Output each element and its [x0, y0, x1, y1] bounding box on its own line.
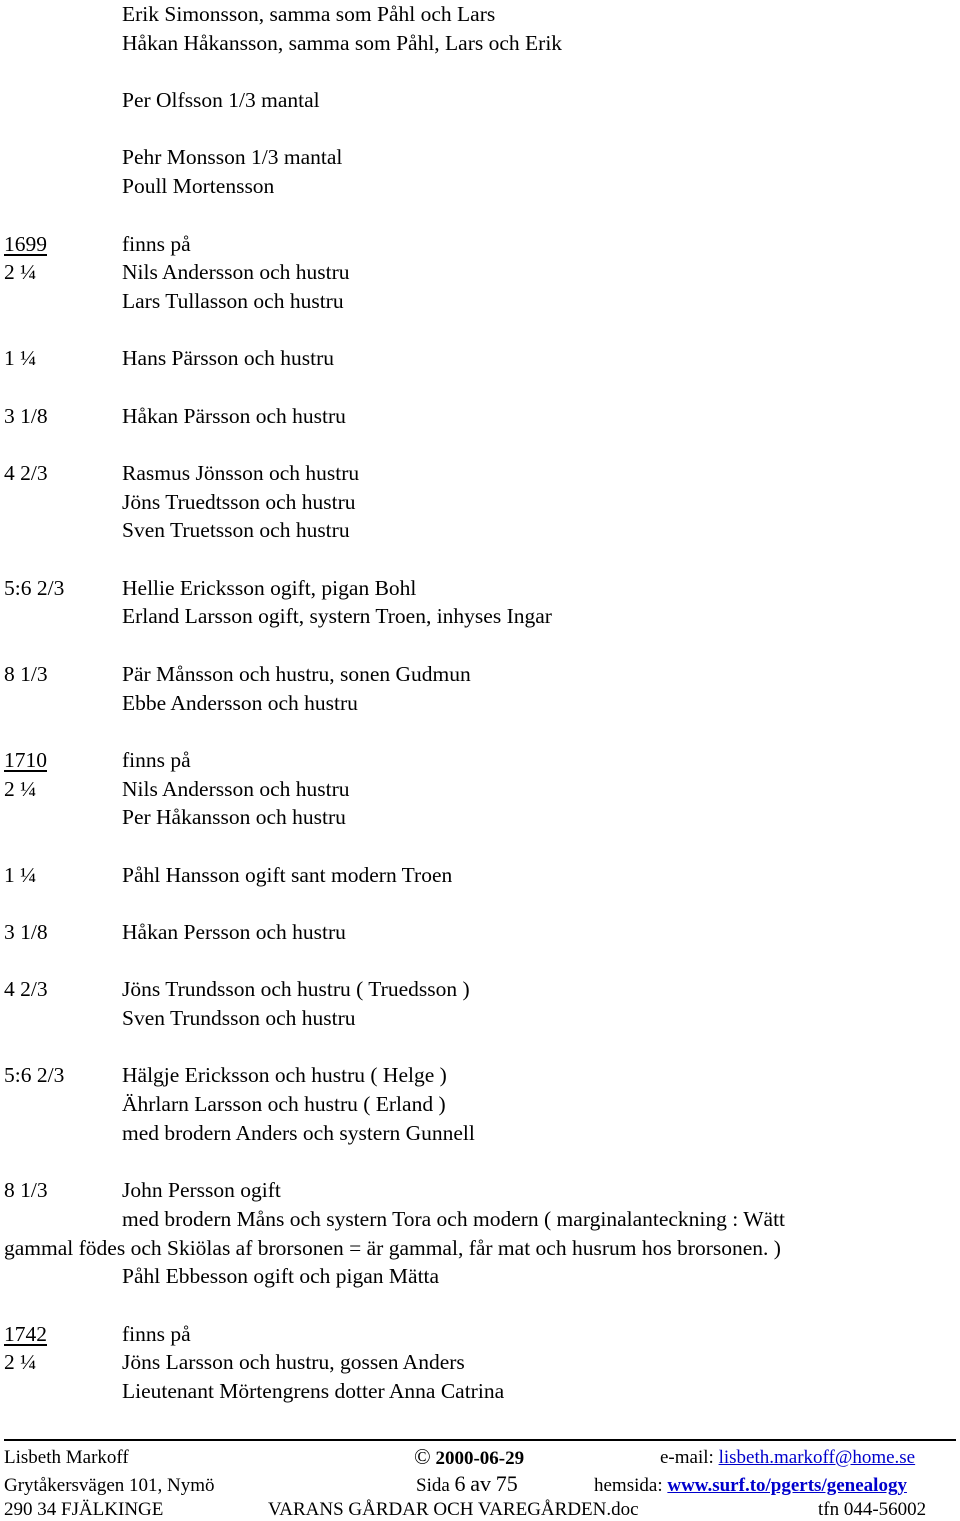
document-line [0, 115, 960, 144]
entry-text: med brodern Anders och systern Gunnell [122, 1120, 475, 1145]
entry-text: Håkan Persson och hustru [122, 920, 346, 944]
entry-text: finns på [122, 231, 191, 256]
year-heading: 1699 [4, 231, 47, 256]
document-line [0, 918, 960, 947]
entry-text: Lars Tullasson och hustru [122, 288, 344, 313]
document-line [0, 631, 960, 660]
document-line [0, 889, 960, 918]
page-total: 75 [495, 1471, 518, 1496]
document-line [0, 430, 960, 459]
entry-text: Pehr Monsson 1/3 mantal [122, 145, 343, 170]
document-line [0, 344, 960, 373]
document-line [0, 230, 960, 259]
document-line [0, 316, 960, 345]
footer-phone: tfn 044-56002 [818, 1499, 927, 1520]
mantal-label: 4 2/3 [4, 977, 48, 1002]
footer-filename: VARANS GÅRDAR OCH VAREGÅRDEN.doc [268, 1499, 639, 1520]
copyright-icon: © [414, 1444, 431, 1469]
document-line [0, 1377, 960, 1406]
footer-postal: 290 34 FJÄLKINGE [4, 1499, 164, 1520]
entry-text: Jöns Truedtsson och hustru [122, 489, 356, 514]
year-heading: 1742 [4, 1321, 47, 1346]
document-line [0, 143, 960, 172]
entry-text: Rasmus Jönsson och hustru [122, 461, 360, 485]
entry-text: med brodern Måns och systern Tora och modern ( marginalanteckning : Wätt [122, 1206, 786, 1231]
entry-text: John Persson ogift [122, 1178, 281, 1203]
document-line [0, 402, 960, 431]
homepage-link[interactable]: www.surf.to/pgerts/genealogy [667, 1475, 907, 1496]
mantal-label: 1 ¼ [4, 346, 37, 371]
document-line [0, 1090, 960, 1119]
document-line [0, 689, 960, 718]
entry-text: Ährlarn Larsson och hustru ( Erland ) [122, 1092, 446, 1117]
entry-text: Ebbe Andersson och hustru [122, 690, 358, 715]
page-of: av [470, 1471, 492, 1496]
entry-text: Nils Andersson och hustru [122, 260, 350, 285]
entry-text: Hans Pärsson och hustru [122, 346, 334, 371]
page-current: 6 [454, 1471, 466, 1496]
document-line [0, 602, 960, 631]
document-line [0, 775, 960, 804]
document-line [0, 1148, 960, 1177]
mantal-label: 8 1/3 [4, 1178, 48, 1203]
mantal-label: 4 2/3 [4, 461, 48, 485]
document-line [0, 86, 960, 115]
entry-text: Håkan Pärsson och hustru [122, 403, 346, 428]
document-line [0, 1061, 960, 1090]
mantal-label: 2 ¼ [4, 776, 37, 801]
document-line [0, 1176, 960, 1205]
footer-homepage-label: hemsida: [594, 1475, 663, 1496]
entry-text: Erik Simonsson, samma som Påhl och Lars [122, 2, 496, 26]
document-line [0, 1033, 960, 1062]
entry-text: Hälgje Ericksson och hustru ( Helge ) [122, 1063, 447, 1088]
document-line [0, 1004, 960, 1033]
mantal-label: 3 1/8 [4, 920, 48, 944]
footer-author: Lisbeth Markoff [4, 1447, 129, 1468]
entry-text: Erland Larsson ogift, systern Troen, inhyses Ingar [122, 604, 552, 629]
mantal-label: 5:6 2/3 [4, 575, 65, 600]
document-line [0, 975, 960, 1004]
entry-text: Hellie Ericksson ogift, pigan Bohl [122, 575, 417, 600]
document-line [0, 373, 960, 402]
mantal-label: 2 ¼ [4, 1350, 37, 1375]
footer-email-label: e-mail: [660, 1447, 714, 1468]
document-line [0, 574, 960, 603]
document-line [0, 1348, 960, 1377]
entry-text: Pär Månsson och hustru, sonen Gudmun [122, 661, 471, 686]
entry-text: Sven Trundsson och hustru [122, 1006, 356, 1031]
document-line [0, 545, 960, 574]
page-prefix: Sida [416, 1475, 450, 1496]
footer-page-number [416, 1473, 518, 1497]
entry-text: Poull Mortensson [122, 174, 275, 199]
document-line [0, 488, 960, 517]
document-line [0, 201, 960, 230]
document-line [0, 172, 960, 201]
entry-text: Per Håkansson och hustru [122, 805, 346, 830]
document-line [0, 1119, 960, 1148]
footer-homepage [594, 1475, 907, 1497]
entry-text: Sven Truetsson och hustru [122, 518, 350, 543]
footer-email [660, 1447, 915, 1469]
entry-text: Påhl Hansson ogift sant modern Troen [122, 862, 453, 887]
document-line [0, 861, 960, 890]
document-line [0, 1234, 960, 1263]
entry-text: gammal födes och Skiölas af brorsonen = är gammal, får mat och husrum hos brorsonen. ) [4, 1235, 781, 1260]
mantal-label: 3 1/8 [4, 403, 48, 428]
mantal-label: 2 ¼ [4, 260, 37, 285]
email-link[interactable]: lisbeth.markoff@home.se [718, 1447, 916, 1468]
document-line [0, 287, 960, 316]
mantal-label: 1 ¼ [4, 862, 37, 887]
entry-text: finns på [122, 1321, 191, 1346]
document-line [0, 803, 960, 832]
document-line [0, 0, 960, 29]
entry-text: Nils Andersson och hustru [122, 776, 350, 801]
document-line [0, 57, 960, 86]
mantal-label: 8 1/3 [4, 661, 48, 686]
entry-text: Per Olfsson 1/3 mantal [122, 88, 320, 113]
entry-text: finns på [122, 747, 191, 772]
document-line [0, 1205, 960, 1234]
footer-address: Grytåkersvägen 101, Nymö [4, 1475, 215, 1496]
entry-text: Jöns Trundsson och hustru ( Truedsson ) [122, 977, 470, 1002]
document-line [0, 832, 960, 861]
entry-text: Håkan Håkansson, samma som Påhl, Lars och Erik [122, 30, 563, 55]
mantal-label: 5:6 2/3 [4, 1063, 65, 1088]
document-line [0, 1262, 960, 1291]
entry-text: Jöns Larsson och hustru, gossen Anders [122, 1350, 465, 1375]
year-heading: 1710 [4, 747, 47, 772]
document-line [0, 1320, 960, 1349]
document-line [0, 459, 960, 488]
document-line [0, 660, 960, 689]
document-line [0, 29, 960, 58]
footer-date-value: 2000-06-29 [435, 1448, 525, 1469]
document-line [0, 746, 960, 775]
footer-date [414, 1446, 524, 1470]
document-line [0, 516, 960, 545]
document-line [0, 258, 960, 287]
footer-divider [4, 1439, 956, 1441]
document-line [0, 717, 960, 746]
document-line [0, 947, 960, 976]
document-line [0, 1291, 960, 1320]
entry-text: Lieutenant Mörtengrens dotter Anna Catrina [122, 1379, 505, 1403]
entry-text: Påhl Ebbesson ogift och pigan Mätta [122, 1264, 440, 1289]
